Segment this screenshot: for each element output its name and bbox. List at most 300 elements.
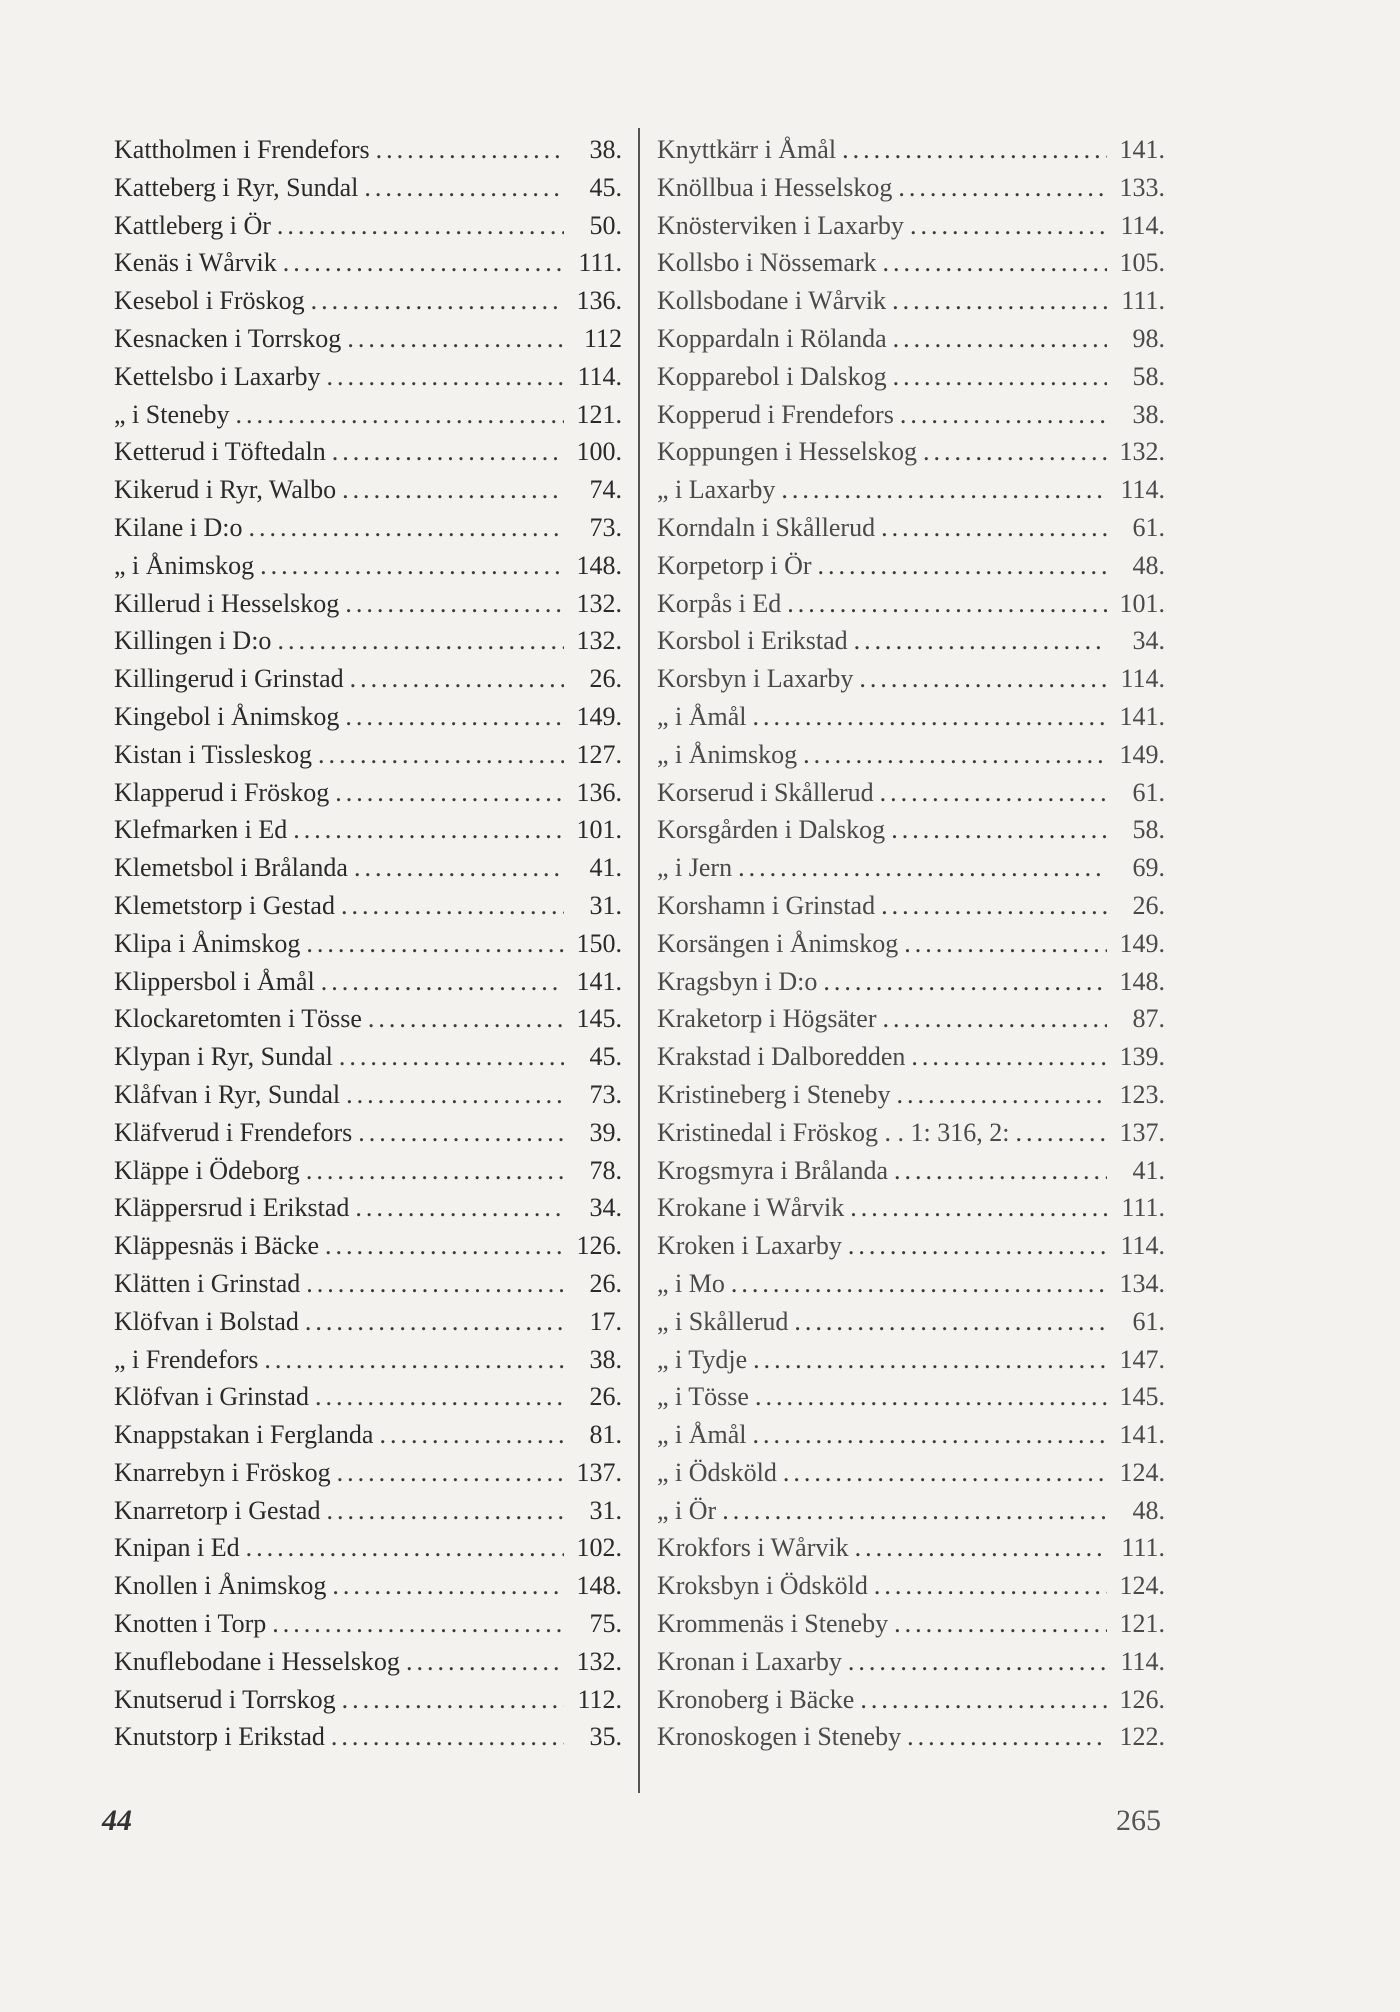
entry-page-number: 100.	[576, 437, 622, 467]
entry-page-number: 74.	[589, 475, 622, 505]
dot-leader	[332, 1567, 564, 1605]
dot-leader	[753, 1416, 1107, 1454]
entry-page-number: 34.	[1132, 626, 1165, 656]
index-entry	[114, 1076, 622, 1114]
index-entry	[114, 1227, 622, 1265]
entry-page-number: 26.	[589, 664, 622, 694]
entry-name: Klippersbol i Åmål	[114, 966, 315, 996]
entry-name: Killingen i D:o	[114, 626, 272, 656]
index-entry	[114, 1038, 622, 1076]
entry-name: Koppardaln i Rölanda	[657, 323, 887, 353]
entry-name: Korserud i Skållerud	[657, 777, 874, 807]
entry-name: Krogsmyra i Brålanda	[657, 1155, 889, 1185]
dot-leader	[910, 207, 1107, 245]
entry-name: „ i Ör	[657, 1495, 717, 1525]
entry-name: Kläfverud i Frendefors	[114, 1117, 353, 1147]
index-entry	[657, 1567, 1165, 1605]
index-entry	[657, 1341, 1165, 1379]
entry-page-number: 114.	[1120, 1646, 1165, 1676]
entry-page-number: 137.	[576, 1457, 622, 1487]
entry-page-number: 111.	[578, 248, 622, 278]
entry-name: Klemetstorp i Gestad	[114, 890, 335, 920]
dot-leader	[894, 1152, 1107, 1190]
entry-page-number: 114.	[1120, 210, 1165, 240]
entry-name: Klypan i Ryr, Sundal	[114, 1042, 333, 1072]
entry-page-number: 136.	[576, 286, 622, 316]
entry-page-number: 111.	[1121, 1193, 1165, 1223]
dot-leader	[272, 1605, 564, 1643]
index-column-right	[657, 131, 1165, 1756]
entry-page-number: 114.	[1120, 664, 1165, 694]
index-entry	[114, 433, 622, 471]
entry-page-number: 45.	[589, 172, 622, 202]
index-entry	[657, 547, 1165, 585]
dot-leader	[315, 1378, 564, 1416]
dot-leader	[818, 547, 1107, 585]
entry-page-number: 122.	[1119, 1722, 1165, 1752]
entry-page-number: 148.	[1119, 966, 1165, 996]
entry-page-number: 38.	[589, 135, 622, 164]
index-entry	[657, 1189, 1165, 1227]
entry-page-number: 127.	[576, 739, 622, 769]
entry-name: „ i Mo	[657, 1268, 725, 1298]
entry-name: Kläppe i Ödeborg	[114, 1155, 300, 1185]
dot-leader	[848, 1227, 1107, 1265]
dot-leader	[335, 774, 564, 812]
entry-name: Kilane i D:o	[114, 512, 243, 542]
entry-page-number: 112	[583, 323, 622, 353]
index-entry	[114, 244, 622, 282]
dot-leader	[881, 887, 1107, 925]
index-entry	[657, 1227, 1165, 1265]
dot-leader	[755, 1378, 1107, 1416]
dot-leader	[891, 811, 1107, 849]
entry-page-number: 58.	[1132, 815, 1165, 845]
index-entry	[657, 433, 1165, 471]
index-entry	[657, 1000, 1165, 1038]
entry-page-number: 141.	[1119, 135, 1165, 164]
entry-name: Kenäs i Wårvik	[114, 248, 277, 278]
index-entry	[657, 698, 1165, 736]
entry-page-number: 149.	[576, 701, 622, 731]
entry-name: Ketterud i Töftedaln	[114, 437, 326, 467]
index-entry	[114, 1454, 622, 1492]
entry-page-number: 148.	[576, 550, 622, 580]
index-entry	[114, 358, 622, 396]
entry-name: Knotten i Torp	[114, 1609, 267, 1639]
index-entry	[657, 849, 1165, 887]
dot-leader	[731, 1265, 1107, 1303]
entry-page-number: 111.	[1121, 286, 1165, 316]
entry-name: Kesnacken i Torrskog	[114, 323, 342, 353]
entry-page-number: 121.	[1119, 1609, 1165, 1639]
entry-name: Kopparebol i Dalskog	[657, 361, 887, 391]
entry-page-number: 114.	[1120, 475, 1165, 505]
entry-name: Katteberg i Ryr, Sundal	[114, 172, 359, 202]
entry-page-number: 147.	[1119, 1344, 1165, 1374]
entry-page-number: 134.	[1119, 1268, 1165, 1298]
entry-name: Kattholmen i Frendefors	[114, 135, 370, 164]
index-entry	[657, 585, 1165, 623]
entry-name: „ i Ödsköld	[657, 1457, 777, 1487]
entry-name: Krommenäs i Steneby	[657, 1609, 889, 1639]
entry-page-number: 73.	[589, 512, 622, 542]
entry-name: Klemetsbol i Brålanda	[114, 853, 348, 883]
entry-page-number: 69.	[1132, 853, 1165, 883]
index-entry	[657, 358, 1165, 396]
index-entry	[657, 1378, 1165, 1416]
entry-page-number: 141.	[576, 966, 622, 996]
index-entry	[114, 698, 622, 736]
index-entry	[657, 1416, 1165, 1454]
index-entry	[657, 811, 1165, 849]
dot-leader	[331, 1718, 564, 1756]
index-entry	[657, 1492, 1165, 1530]
dot-leader	[406, 1643, 564, 1681]
entry-name: Klöfvan i Bolstad	[114, 1306, 299, 1336]
entry-page-number: 124.	[1119, 1571, 1165, 1601]
entry-name: Knipan i Ed	[114, 1533, 240, 1563]
entry-name: „ i Tösse	[657, 1382, 749, 1412]
entry-name: „ i Frendefors	[114, 1344, 259, 1374]
entry-name: Knöllbua i Hesselskog	[657, 172, 893, 202]
index-entry	[114, 1643, 622, 1681]
dot-leader	[882, 1000, 1107, 1038]
index-entry	[114, 622, 622, 660]
dot-leader	[794, 1303, 1107, 1341]
dot-leader	[246, 1529, 564, 1567]
dot-leader	[894, 1605, 1107, 1643]
index-entry	[657, 925, 1165, 963]
entry-page-number: 114.	[1120, 1231, 1165, 1261]
index-entry	[657, 1643, 1165, 1681]
index-entry	[657, 1152, 1165, 1190]
dot-leader	[781, 471, 1107, 509]
dot-leader	[342, 471, 564, 509]
entry-page-number: 78.	[589, 1155, 622, 1185]
index-entry	[114, 963, 622, 1001]
index-entry	[114, 1492, 622, 1530]
index-entry	[657, 1265, 1165, 1303]
entry-name: Klåfvan i Ryr, Sundal	[114, 1079, 341, 1109]
dot-leader	[339, 1038, 564, 1076]
entry-page-number: 145.	[576, 1004, 622, 1034]
entry-page-number: 41.	[1132, 1155, 1165, 1185]
entry-page-number: 26.	[589, 1268, 622, 1298]
dot-leader	[900, 396, 1107, 434]
entry-page-number: 45.	[589, 1042, 622, 1072]
entry-name: „ i Jern	[657, 853, 733, 883]
entry-name: Klätten i Grinstad	[114, 1268, 301, 1298]
dot-leader	[859, 660, 1107, 698]
entry-name: Krokfors i Wårvik	[657, 1533, 849, 1563]
dot-leader	[346, 1076, 564, 1114]
entry-name: „ i Tydje	[657, 1344, 748, 1374]
entry-name: Korshamn i Grinstad	[657, 890, 876, 920]
entry-page-number: 50.	[589, 210, 622, 240]
entry-name: „ i Åmål	[657, 701, 747, 731]
index-entry	[657, 1718, 1165, 1756]
entry-page-number: 123.	[1119, 1079, 1165, 1109]
entry-name: Kingebol i Ånimskog	[114, 701, 340, 731]
entry-page-number: 61.	[1132, 1306, 1165, 1336]
index-entry	[114, 1303, 622, 1341]
dot-leader	[898, 169, 1107, 207]
entry-page-number: 121.	[576, 399, 622, 429]
index-entry	[114, 1000, 622, 1038]
entry-page-number: 75.	[589, 1609, 622, 1639]
index-entry	[114, 547, 622, 585]
dot-leader	[260, 547, 564, 585]
index-entry	[114, 320, 622, 358]
entry-name: Kollsbo i Nössemark	[657, 248, 877, 278]
entry-page-number: 26.	[589, 1382, 622, 1412]
entry-name: Koppungen i Hesselskog	[657, 437, 917, 467]
dot-leader	[327, 358, 565, 396]
index-entry	[657, 1681, 1165, 1719]
entry-name: Korsbyn i Laxarby	[657, 664, 854, 694]
index-entry	[657, 1454, 1165, 1492]
entry-page-number: 132.	[576, 1646, 622, 1676]
dot-leader	[355, 1189, 564, 1227]
entry-name: Klöfvan i Grinstad	[114, 1382, 309, 1412]
entry-page-number: 124.	[1119, 1457, 1165, 1487]
entry-page-number: 111.	[1121, 1533, 1165, 1563]
entry-page-number: 48.	[1132, 550, 1165, 580]
index-entry	[114, 1114, 622, 1152]
index-entry	[114, 207, 622, 245]
dot-leader	[893, 358, 1107, 396]
index-entry	[114, 1189, 622, 1227]
index-entry	[114, 131, 622, 169]
entry-page-number: 17.	[589, 1306, 622, 1336]
entry-page-number: 141.	[1119, 1420, 1165, 1450]
dot-leader	[354, 849, 564, 887]
entry-name: Kettelsbo i Laxarby	[114, 361, 321, 391]
index-entry	[114, 774, 622, 812]
index-entry	[657, 244, 1165, 282]
entry-name: „ i Åmål	[657, 1420, 747, 1450]
entry-name: Knutserud i Torrskog	[114, 1684, 336, 1714]
index-entry	[114, 1152, 622, 1190]
index-entry	[657, 320, 1165, 358]
dot-leader	[249, 509, 564, 547]
entry-page-number: 149.	[1119, 928, 1165, 958]
entry-name: Klipa i Ånimskog	[114, 928, 301, 958]
dot-leader	[855, 1529, 1107, 1567]
entry-page-number: 149.	[1119, 739, 1165, 769]
dot-leader	[842, 131, 1107, 169]
entry-name: Kikerud i Ryr, Walbo	[114, 475, 337, 505]
dot-leader	[911, 1038, 1107, 1076]
entry-page-number: 38.	[1132, 399, 1165, 429]
entry-name: Korpetorp i Ör	[657, 550, 812, 580]
entry-name: Kraketorp i Högsäter	[657, 1004, 877, 1034]
index-entry	[114, 471, 622, 509]
entry-page-number: 114.	[577, 361, 622, 391]
entry-name: Killerud i Hesselskog	[114, 588, 340, 618]
index-entry	[114, 396, 622, 434]
dot-leader	[904, 925, 1107, 963]
index-entry	[657, 396, 1165, 434]
dot-leader	[848, 1643, 1107, 1681]
entry-name: Knösterviken i Laxarby	[657, 210, 904, 240]
index-entry	[657, 169, 1165, 207]
dot-leader	[264, 1341, 564, 1379]
dot-leader	[1015, 1114, 1107, 1152]
index-entry	[114, 509, 622, 547]
dot-leader	[277, 622, 564, 660]
dot-leader	[896, 1076, 1107, 1114]
index-entry	[114, 1529, 622, 1567]
index-entry	[657, 887, 1165, 925]
entry-page-number: 31.	[589, 1495, 622, 1525]
entry-name: Korsbol i Erikstad	[657, 626, 848, 656]
entry-page-number: 102.	[576, 1533, 622, 1563]
index-entry	[114, 1718, 622, 1756]
entry-name: Krokane i Wårvik	[657, 1193, 845, 1223]
dot-leader	[738, 849, 1107, 887]
dot-leader	[306, 1152, 564, 1190]
dot-leader	[376, 131, 564, 169]
index-entry	[114, 1567, 622, 1605]
dot-leader	[283, 244, 564, 282]
dot-leader	[923, 433, 1107, 471]
entry-name: Kristineberg i Steneby	[657, 1079, 891, 1109]
index-entry	[657, 471, 1165, 509]
index-entry	[657, 1529, 1165, 1567]
dot-leader	[881, 509, 1107, 547]
entry-name: Kläppersrud i Erikstad	[114, 1193, 350, 1223]
index-entry	[114, 887, 622, 925]
dot-leader	[880, 774, 1107, 812]
index-entry	[114, 585, 622, 623]
dot-leader	[321, 963, 564, 1001]
index-entry	[114, 169, 622, 207]
entry-name: Kristinedal i Fröskog . . 1: 316, 2:	[657, 1117, 1010, 1147]
entry-name: Kroken i Laxarby	[657, 1231, 842, 1261]
entry-page-number: 141.	[1119, 701, 1165, 731]
entry-name: Klockaretomten i Tösse	[114, 1004, 362, 1034]
entry-name: Krakstad i Dalboredden	[657, 1042, 906, 1072]
dot-leader	[337, 1454, 564, 1492]
entry-name: „ i Ånimskog	[657, 739, 798, 769]
page-number-right: 265	[1116, 1804, 1161, 1837]
entry-page-number: 38.	[589, 1344, 622, 1374]
entry-name: Kesebol i Fröskog	[114, 286, 305, 316]
index-entry	[657, 1076, 1165, 1114]
entry-name: Knutstorp i Erikstad	[114, 1722, 325, 1752]
index-entry	[657, 1605, 1165, 1643]
index-entry	[114, 811, 622, 849]
entry-name: „ i Steneby	[114, 399, 230, 429]
entry-page-number: 81.	[589, 1420, 622, 1450]
entry-page-number: 101.	[576, 815, 622, 845]
entry-page-number: 126.	[576, 1231, 622, 1261]
dot-leader	[345, 585, 564, 623]
entry-page-number: 73.	[589, 1079, 622, 1109]
page-number-left: 44	[102, 1804, 132, 1837]
entry-name: Knyttkärr i Åmål	[657, 135, 837, 164]
entry-page-number: 41.	[589, 853, 622, 883]
entry-name: „ i Laxarby	[657, 475, 776, 505]
index-entry	[657, 736, 1165, 774]
entry-name: Kronan i Laxarby	[657, 1646, 842, 1676]
entry-page-number: 39.	[589, 1117, 622, 1147]
dot-leader	[326, 1492, 564, 1530]
dot-leader	[907, 1718, 1107, 1756]
entry-name: Knarretorp i Gestad	[114, 1495, 321, 1525]
entry-name: Knollen i Ånimskog	[114, 1571, 327, 1601]
index-entry	[114, 1605, 622, 1643]
entry-page-number: 126.	[1119, 1684, 1165, 1714]
entry-page-number: 150.	[576, 928, 622, 958]
dot-leader	[364, 169, 564, 207]
entry-name: Klefmarken i Ed	[114, 815, 288, 845]
entry-page-number: 132.	[576, 588, 622, 618]
dot-leader	[722, 1492, 1107, 1530]
column-divider	[638, 128, 640, 1793]
index-entry	[114, 1378, 622, 1416]
entry-page-number: 26.	[1132, 890, 1165, 920]
entry-name: „ i Skållerud	[657, 1306, 789, 1336]
entry-page-number: 101.	[1119, 588, 1165, 618]
index-entry	[657, 774, 1165, 812]
dot-leader	[753, 698, 1107, 736]
index-entry	[114, 660, 622, 698]
entry-page-number: 48.	[1132, 1495, 1165, 1525]
entry-name: Kronoberg i Bäcke	[657, 1684, 855, 1714]
index-entry	[114, 1265, 622, 1303]
entry-page-number: 87.	[1132, 1004, 1165, 1034]
index-entry	[114, 1341, 622, 1379]
dot-leader	[874, 1567, 1107, 1605]
index-entry	[657, 622, 1165, 660]
entry-name: Korsgården i Dalskog	[657, 815, 886, 845]
index-entry	[657, 660, 1165, 698]
dot-leader	[358, 1114, 564, 1152]
entry-page-number: 137.	[1119, 1117, 1165, 1147]
index-entry	[657, 131, 1165, 169]
index-entry	[657, 1114, 1165, 1152]
entry-page-number: 31.	[589, 890, 622, 920]
dot-leader	[350, 660, 564, 698]
dot-leader	[347, 320, 564, 358]
index-entry	[657, 207, 1165, 245]
index-entry	[657, 963, 1165, 1001]
index-column-left	[114, 131, 622, 1756]
entry-page-number: 35.	[589, 1722, 622, 1752]
entry-page-number: 136.	[576, 777, 622, 807]
dot-leader	[803, 736, 1107, 774]
dot-leader	[860, 1681, 1107, 1719]
dot-leader	[305, 1303, 564, 1341]
index-entry	[657, 282, 1165, 320]
entry-name: Kopperud i Frendefors	[657, 399, 894, 429]
index-entry	[114, 925, 622, 963]
entry-name: Korndaln i Skållerud	[657, 512, 876, 542]
dot-leader	[892, 282, 1107, 320]
index-entry	[114, 849, 622, 887]
entry-name: Kragsbyn i D:o	[657, 966, 818, 996]
entry-page-number: 148.	[576, 1571, 622, 1601]
dot-leader	[893, 320, 1107, 358]
index-entry	[657, 1303, 1165, 1341]
dot-leader	[318, 736, 564, 774]
entry-page-number: 34.	[589, 1193, 622, 1223]
entry-name: Kattleberg i Ör	[114, 210, 271, 240]
dot-leader	[293, 811, 564, 849]
